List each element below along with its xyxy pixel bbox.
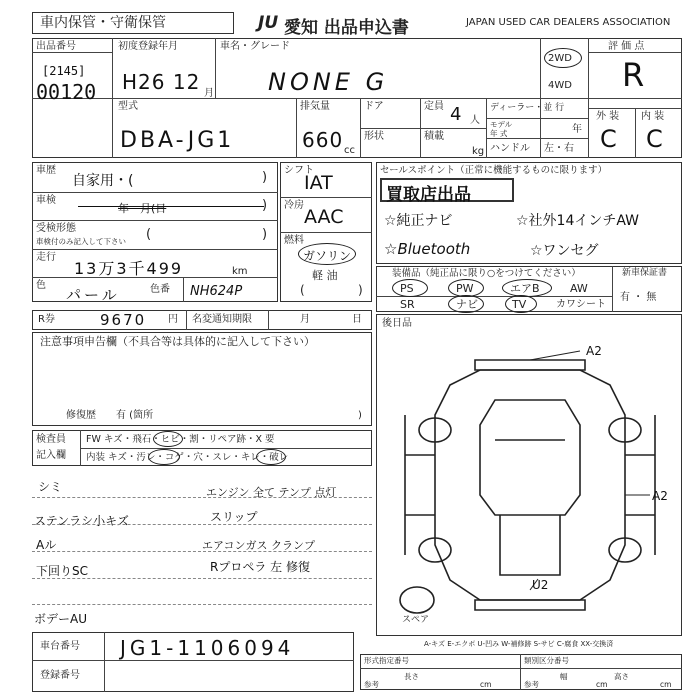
inspection-strike xyxy=(78,206,264,207)
damage-mark-side: A2 xyxy=(652,489,668,503)
receipt-close: ) xyxy=(262,227,268,242)
shift-label: シフト xyxy=(284,165,314,176)
height-unit: cm xyxy=(660,680,672,689)
class-no-label: 類別区分番号 xyxy=(524,656,569,665)
ref-label-2: 参考 xyxy=(524,680,539,689)
stain-circle xyxy=(148,449,180,465)
lot-number: 00120 xyxy=(36,80,97,104)
note-left-2: ステンラシ小キズ xyxy=(34,514,129,528)
fuel-gas: ガソリン xyxy=(303,249,352,263)
model-year-label2: 年 式 xyxy=(490,129,508,138)
door-label: ドア xyxy=(364,101,384,112)
history-value: 自家用・( xyxy=(72,173,134,189)
ju-logo: JU xyxy=(258,13,279,33)
repair-value: 有 (箇所 xyxy=(116,410,154,421)
capacity-unit: 人 xyxy=(470,115,480,126)
width-unit: cm xyxy=(596,680,608,689)
color-no-value: NH624P xyxy=(190,284,243,299)
note-right-4: Rプロペラ 左 修復 xyxy=(210,560,310,574)
tax-label: R券 xyxy=(38,314,55,325)
note-right-3: エアコンガス クランプ xyxy=(202,539,315,552)
shape-label: 形状 xyxy=(364,131,384,142)
capacity-label: 定員 xyxy=(424,101,444,112)
repair-close: ) xyxy=(358,410,362,421)
color-value: パール xyxy=(66,286,120,304)
repair-label: 修復歴 xyxy=(66,410,96,421)
model-value: NONE G xyxy=(268,68,389,96)
displacement-label: 排気量 xyxy=(300,101,330,112)
tax-unit: 円 xyxy=(168,314,178,325)
equip-aw: AW xyxy=(570,282,588,295)
equip-airbag: エアB xyxy=(510,282,540,295)
chassis-value: JG1-1106094 xyxy=(120,636,295,660)
ac-label: 冷房 xyxy=(284,200,304,211)
displacement-value: 660 xyxy=(302,128,344,152)
displacement-unit: cc xyxy=(344,145,355,156)
history-close: ) xyxy=(262,170,268,185)
exterior-label: 外 装 xyxy=(596,111,620,122)
equip-airbag-circle xyxy=(502,279,552,297)
dealer-label: ディーラー・並 行 xyxy=(490,103,565,113)
type-label: 型式 xyxy=(118,101,138,112)
load-unit: kg xyxy=(472,146,485,157)
fuel-label: 燃料 xyxy=(284,235,304,246)
note-left-4: 下回りSC xyxy=(36,564,88,578)
damage-legend: A-キズ E-エクボ U-凹み W-補修跡 S-サビ C-腐食 XX-交換済 xyxy=(424,640,614,648)
inspection-close: ) xyxy=(262,198,268,213)
height-label: 高さ xyxy=(614,672,629,681)
drive-4wd: 4WD xyxy=(548,80,572,91)
warranty-value: 有 ・ 無 xyxy=(620,292,657,303)
selling-item-4: ☆ワンセグ xyxy=(530,243,599,259)
name-change-day: 日 xyxy=(352,314,362,325)
inspection-label: 車検 xyxy=(36,195,56,206)
first-reg-value: H26 12 xyxy=(122,70,201,94)
model-year-label: モデル xyxy=(490,120,513,129)
form-title: 愛知 出品申込書 xyxy=(284,18,409,38)
stone-chip-circle xyxy=(153,431,183,447)
equipment-label: 装備品（純正品に限り○をつけてください） xyxy=(392,268,581,279)
score-value: R xyxy=(622,56,645,94)
first-reg-unit: 月 xyxy=(204,88,214,99)
equip-tv: TV xyxy=(512,298,527,311)
handle-label: ハンドル xyxy=(490,143,530,154)
inspector-label-1: 検査員 xyxy=(36,434,66,445)
selling-headline: 買取店出品 xyxy=(386,185,471,205)
fuel-close: ) xyxy=(358,283,363,297)
equip-ps-circle xyxy=(392,279,428,297)
shape-no-label: 形式指定番号 xyxy=(364,656,409,665)
receipt-label: 受検形態 xyxy=(36,223,76,234)
damage-mark-top: A2 xyxy=(586,344,602,358)
mileage-label: 走行 xyxy=(36,252,56,263)
mileage-unit: km xyxy=(232,266,248,277)
inspection-value: 年 月(日 xyxy=(118,202,167,215)
equip-navi-circle xyxy=(448,295,484,313)
selling-item-3: ☆Bluetooth xyxy=(384,240,471,258)
association-name: JAPAN USED CAR DEALERS ASSOCIATION xyxy=(466,17,671,28)
name-change-label: 名変通知期限 xyxy=(192,314,252,325)
interior-label: 内 装 xyxy=(641,111,665,122)
scuff-circle xyxy=(256,449,286,465)
ac-value: AAC xyxy=(304,206,344,228)
length-label: 長さ xyxy=(404,672,419,681)
inspector-line-1: FW キズ・飛石・ヒビ・割・リペア跡・X 要 xyxy=(86,434,275,445)
mileage-value: 13万3千499 xyxy=(74,259,184,278)
selling-points-label: セールスポイント（正常に機能するものに限ります） xyxy=(380,165,608,176)
ref-label-1: 参考 xyxy=(364,680,379,689)
note-left-5: ボデーAU xyxy=(34,612,87,626)
note-right-1: エンジン 全て テンプ 点灯 xyxy=(206,486,337,499)
fuel-paren: ( xyxy=(300,283,305,297)
handle-value: 左・右 xyxy=(544,143,574,154)
receipt-sub: 車検付のみ記入して下さい xyxy=(36,237,126,246)
selling-item-1: ☆純正ナビ xyxy=(384,213,453,229)
capacity-value: 4 xyxy=(450,104,462,125)
warranty-label: 新車保証書 xyxy=(622,268,668,278)
notes-label: 注意事項申告欄（不具合等は具体的に記入して下さい） xyxy=(40,335,315,348)
score-label: 評 価 点 xyxy=(608,41,645,52)
tax-value: 9670 xyxy=(100,311,147,329)
receipt-paren: ( xyxy=(146,227,152,242)
storage-label: 車内保管・守衛保管 xyxy=(40,15,166,31)
fuel-diesel: 軽 油 xyxy=(312,269,338,282)
first-reg-label: 初度登録年月 xyxy=(118,41,178,52)
selling-item-2: ☆社外14インチAW xyxy=(516,213,640,229)
equip-sr: SR xyxy=(400,298,415,311)
model-year-unit: 年 xyxy=(572,124,582,135)
type-value: DBA-JG1 xyxy=(120,128,235,153)
rear-seat-label: 後日品 xyxy=(382,318,412,329)
spare-label: スペア xyxy=(402,615,430,625)
color-label: 色 xyxy=(36,280,46,291)
note-left-1: シミ xyxy=(38,480,63,494)
equip-leather-seat: カワシート xyxy=(556,299,606,310)
load-label: 積載 xyxy=(424,131,444,142)
reg-label: 登録番号 xyxy=(40,670,80,681)
lot-label: 出品番号 xyxy=(36,41,76,52)
note-left-3: Aル xyxy=(36,538,57,552)
lot-sub: [2145] xyxy=(42,64,86,78)
exterior-value: C xyxy=(600,125,617,153)
interior-value: C xyxy=(646,125,663,153)
history-label: 車歴 xyxy=(36,165,56,176)
equip-tv-circle xyxy=(505,295,537,313)
inspector-label-2: 記入欄 xyxy=(36,450,66,461)
equip-navi: ナビ xyxy=(456,298,478,311)
equip-pw: PW xyxy=(456,282,474,295)
name-change-month: 月 xyxy=(300,314,310,325)
car-diagram xyxy=(380,345,680,620)
chassis-label: 車台番号 xyxy=(40,641,80,652)
model-label: 車名・グレード xyxy=(220,41,290,52)
inspector-line-2: 内装 キズ・汚レ・コゲ・穴・スレ・キレ・破レ xyxy=(86,452,289,463)
damage-mark-bottom: U2 xyxy=(532,578,549,592)
drive-2wd: 2WD xyxy=(548,53,572,64)
length-unit: cm xyxy=(480,680,492,689)
color-no-label: 色番 xyxy=(150,284,170,295)
width-label: 幅 xyxy=(560,672,568,681)
equip-ps: PS xyxy=(400,282,414,295)
shift-value: IAT xyxy=(304,172,333,194)
note-right-2: スリップ xyxy=(210,510,258,524)
